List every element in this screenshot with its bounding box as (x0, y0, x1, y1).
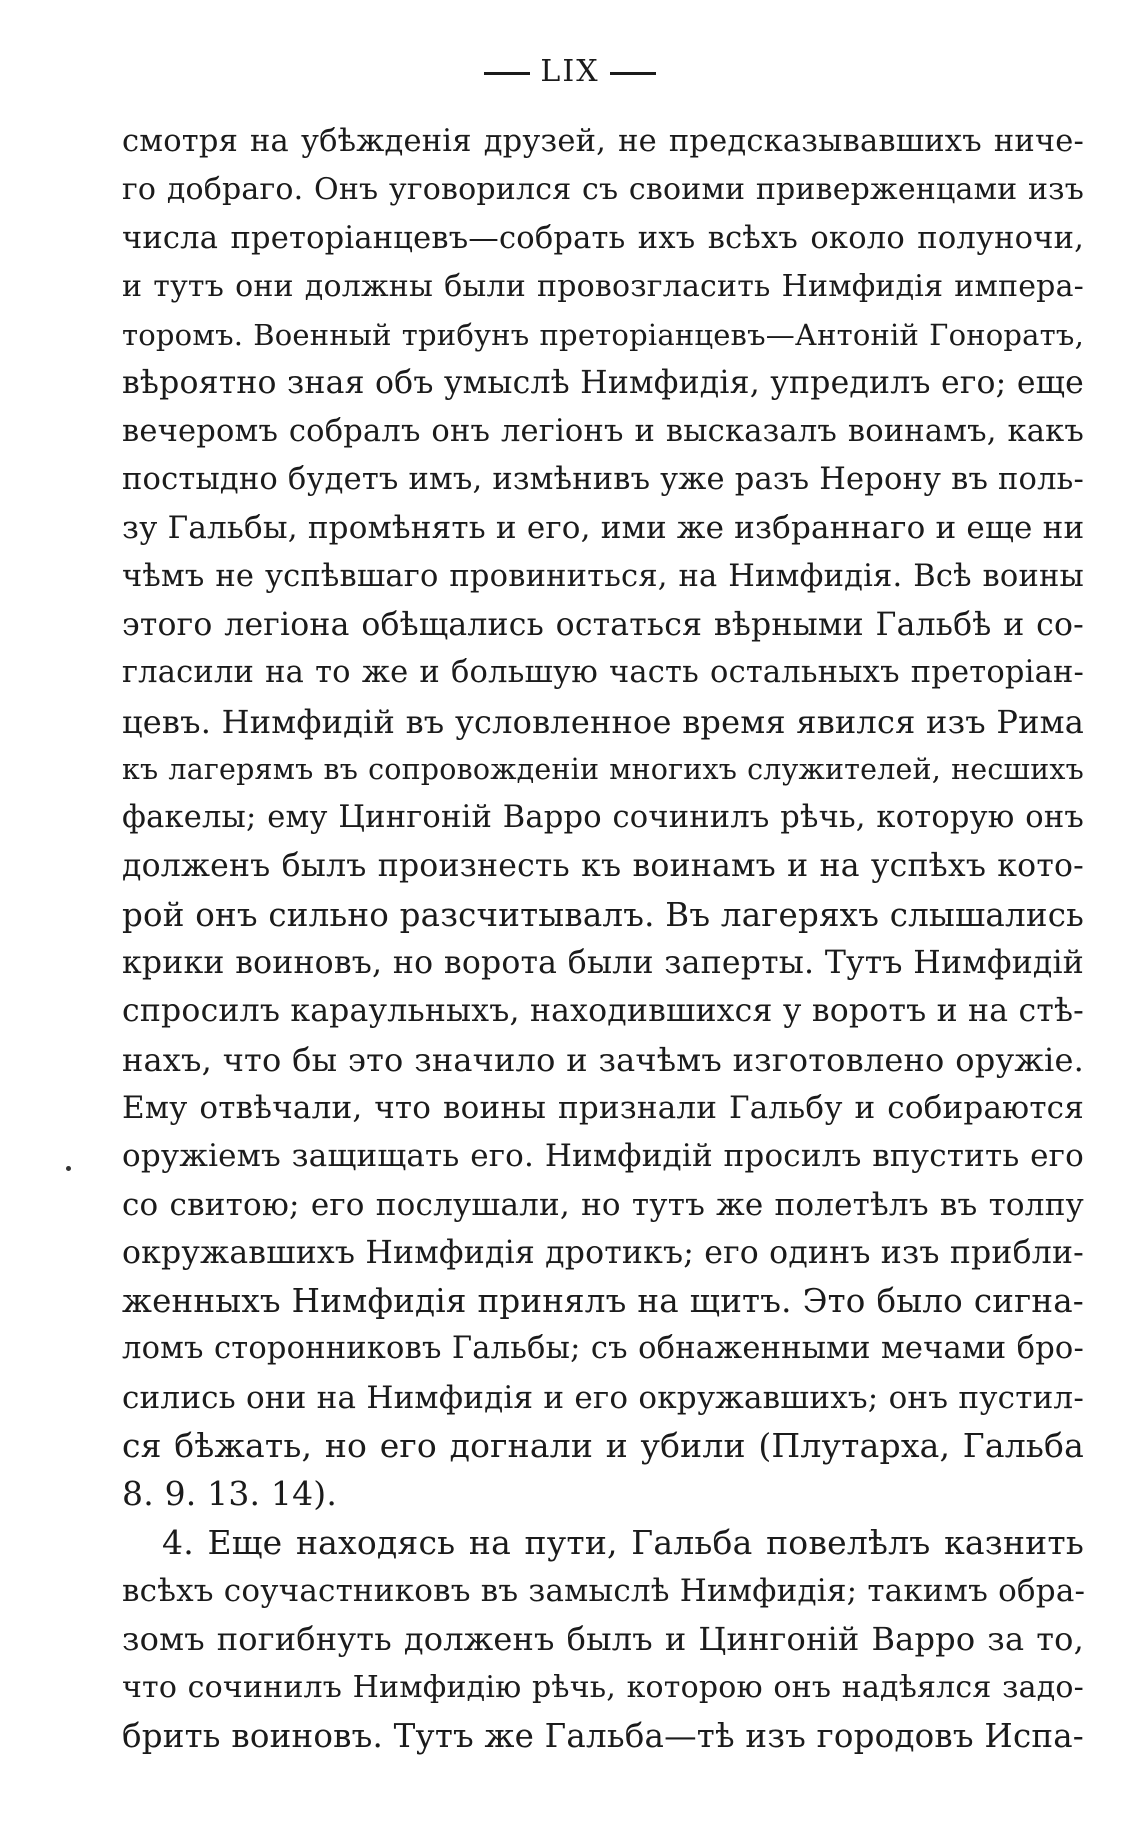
text-line: брить воиновъ. Тутъ же Гальба—тѣ изъ городовъ Испа- (122, 1716, 1084, 1755)
text-line: Ему отвѣчали, что воины признали Гальбу и собираются (122, 1089, 1084, 1126)
text-line: гласили на то же и большую часть остальныхъ преторіан- (122, 655, 1084, 691)
text-line: цевъ. Нимфидій въ условленное время явился изъ Рима (122, 702, 1084, 741)
page-number-header (0, 52, 1140, 92)
text-line: всѣхъ соучастниковъ въ замыслѣ Нимфидія; такимъ обра- (122, 1572, 1086, 1609)
text-line: ся бѣжать, но его догнали и убили (Плутарха, Гальба (122, 1426, 1084, 1466)
text-line: числа преторіанцевъ—собрать ихъ всѣхъ около полуночи, (122, 220, 1084, 256)
text-line: чѣмъ не успѣвшаго провиниться, на Нимфидія. Всѣ воины (122, 558, 1084, 594)
text-line: рой онъ сильно разсчитывалъ. Въ лагеряхъ слышались (122, 895, 1084, 934)
text-line: спросилъ караульныхъ, находившихся у воротъ и на стѣ- (122, 993, 1084, 1030)
text-line: что сочинилъ Нимфидію рѣчь, которою онъ надѣялся задо- (122, 1669, 1084, 1705)
ink-speck (66, 1166, 71, 1171)
body-text (122, 118, 1084, 1760)
text-line: этого легіона обѣщались остаться вѣрными Гальбѣ и со- (122, 606, 1084, 643)
text-line: зу Гальбы, промѣнять и его, ими же избраннаго и еще ни (122, 510, 1085, 547)
text-line: оружіемъ защищать его. Нимфидій просилъ впустить его (122, 1138, 1084, 1175)
text-line: постыдно будетъ имъ, измѣнивъ уже разъ Нерону въ поль- (122, 462, 1084, 498)
text-line: вѣроятно зная объ умыслѣ Нимфидія, упредилъ его; еще (122, 365, 1084, 402)
text-line: вечеромъ собралъ онъ легіонъ и высказалъ воинамъ, какъ (122, 413, 1084, 449)
text-line-paragraph-end: 8. 9. 13. 14). (122, 1474, 338, 1514)
text-line: го добраго. Онъ уговорился съ своими приверженцами изъ (122, 172, 1084, 208)
text-line: окружавшихъ Нимфидія дротикъ; его одинъ изъ прибли- (122, 1234, 1084, 1271)
text-line: нахъ, что бы это значило и зачѣмъ изготовлено оружіе. (122, 1040, 1084, 1079)
text-line: торомъ. Военный трибунъ преторіанцевъ—Антоній Гоноратъ, (122, 318, 1084, 353)
text-line: долженъ былъ произнесть къ воинамъ и на успѣхъ кото- (122, 848, 1084, 885)
text-line: къ лагерямъ въ сопровожденіи многихъ служителей, несшихъ (122, 752, 1084, 786)
header-dash-right (610, 72, 656, 75)
page-number: LIX (540, 54, 600, 89)
text-line: женныхъ Нимфидія принялъ на щитъ. Это было сигна- (122, 1282, 1084, 1321)
header-dash-left (484, 72, 530, 75)
text-line: сились они на Нимфидія и его окружавшихъ; онъ пустил- (122, 1379, 1084, 1416)
text-line: ломъ сторонниковъ Гальбы; съ обнаженными мечами бро- (122, 1331, 1084, 1367)
text-line: смотря на убѣжденія друзей, не предсказывавшихъ ниче- (122, 124, 1084, 159)
text-line: со свитою; его послушали, но тутъ же полетѣлъ въ толпу (122, 1186, 1084, 1223)
text-line: зомъ погибнуть долженъ былъ и Цингоній Варро за то, (122, 1620, 1084, 1659)
text-line: крики воиновъ, но ворота были заперты. Тутъ Нимфидій (122, 945, 1084, 982)
text-line: и тутъ они должны были провозгласить Нимфидія импера- (122, 268, 1084, 304)
text-line: факелы; ему Цингоній Варро сочинилъ рѣчь, которую онъ (122, 800, 1084, 836)
text-line-paragraph-start: 4. Еще находясь на пути, Гальба повелѣлъ казнить (162, 1522, 1084, 1562)
